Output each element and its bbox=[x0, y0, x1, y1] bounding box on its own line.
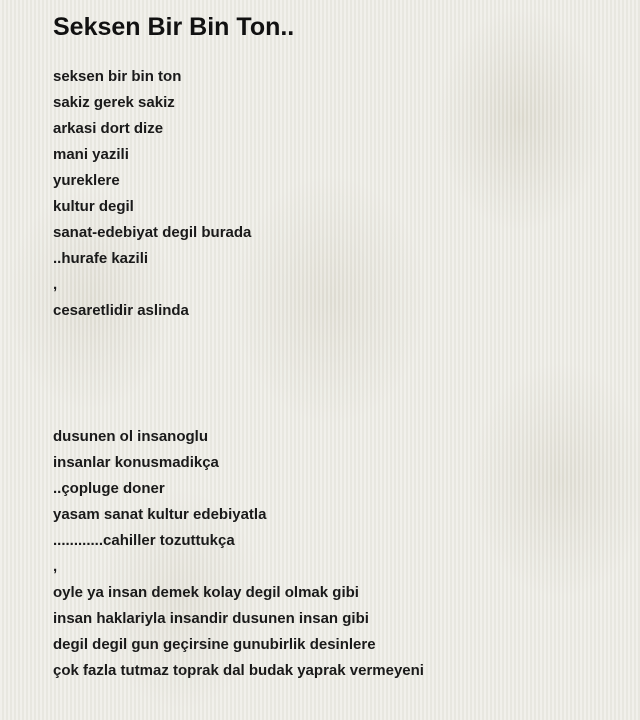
poem-line: degil degil gun geçirsine gunubirlik desinlere bbox=[53, 636, 376, 653]
poem-line: , bbox=[53, 558, 58, 575]
poem-line: çok fazla tutmaz toprak dal budak yaprak vermeyeni bbox=[53, 662, 424, 679]
poem-line: oyle ya insan demek kolay degil olmak gibi bbox=[53, 584, 359, 601]
poem-body bbox=[53, 64, 623, 684]
stanza-gap bbox=[53, 324, 623, 424]
poem-title: Seksen Bir Bin Ton.. bbox=[53, 13, 295, 41]
poem-line: dusunen ol insanoglu bbox=[53, 428, 208, 445]
poem-line: insanlar konusmadikça bbox=[53, 454, 219, 471]
poem-line: sanat-edebiyat degil burada bbox=[53, 224, 252, 241]
poem-line: seksen bir bin ton bbox=[53, 68, 182, 85]
poem-line: , bbox=[53, 276, 58, 293]
poem-line: cesaretlidir aslinda bbox=[53, 302, 189, 319]
poem-line: kultur degil bbox=[53, 198, 134, 215]
stanza-1 bbox=[53, 64, 623, 324]
poem-line: arkasi dort dize bbox=[53, 120, 164, 137]
poem-line: yasam sanat kultur edebiyatla bbox=[53, 506, 267, 523]
poem-line: mani yazili bbox=[53, 146, 129, 163]
stanza-2 bbox=[53, 424, 623, 684]
poem-line: yureklere bbox=[53, 172, 120, 189]
poem-page bbox=[53, 12, 623, 684]
poem-line: sakiz gerek sakiz bbox=[53, 94, 175, 111]
poem-line: ..çopluge doner bbox=[53, 480, 165, 497]
poem-line: insan haklariyla insandir dusunen insan gibi bbox=[53, 610, 369, 627]
poem-line: ............cahiller tozuttukça bbox=[53, 532, 235, 549]
poem-line: ..hurafe kazili bbox=[53, 250, 149, 267]
